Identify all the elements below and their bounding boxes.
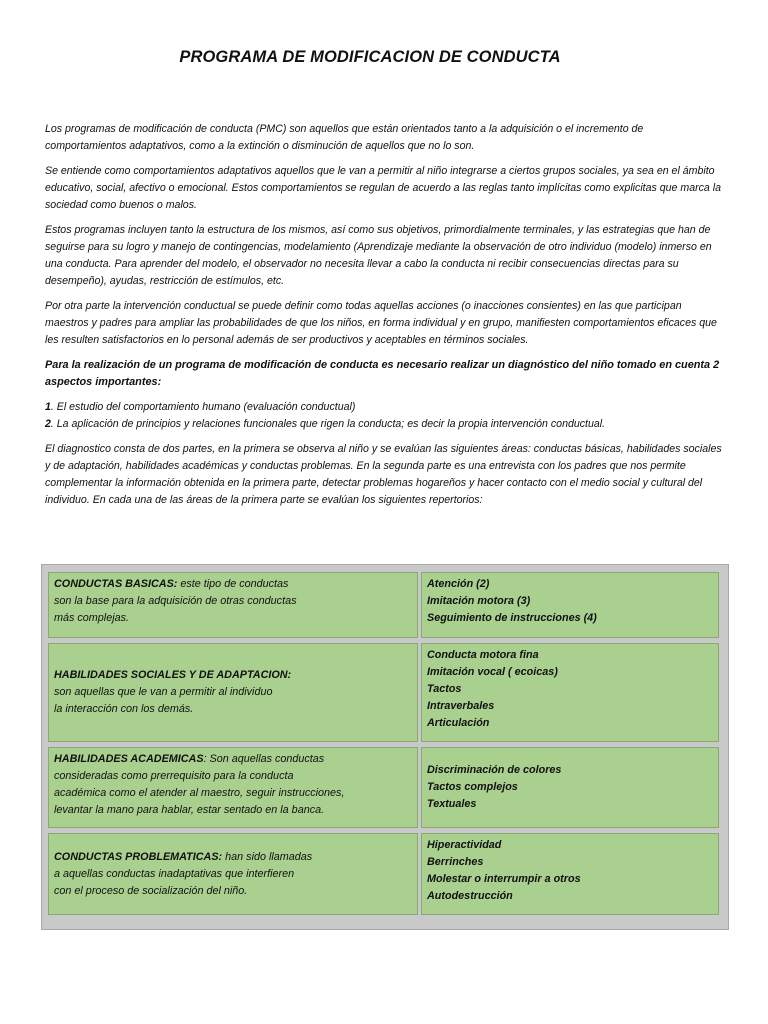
list-text: . El estudio del comportamiento humano (evaluación conductual) xyxy=(50,401,356,413)
table-cell-repertoire xyxy=(421,572,719,638)
table-cell-repertoire xyxy=(421,833,719,915)
aspects-list xyxy=(45,399,725,433)
paragraph-diagnosis-parts: El diagnostico consta de dos partes, en la primera se observa al niño y se evalúan las siguientes áreas: conductas básicas, habilidades sociales y de adaptación, habilidades académicas y conductas problemas. En la segunda parte es una entrevista con los padres que nos permite complementar la información obtenida en la primera parte, detectar problemas hogareños y hacer contacto con el medio social y cultural del individuo. En cada una de las áreas de la primera parte se evalúan los siguientes repertorios: xyxy=(45,443,722,506)
area-description: académica como el atender al maestro, seguir instrucciones, xyxy=(54,787,345,799)
list-text: . La aplicación de principios y relaciones funcionales que rigen la conducta; es decir la propia intervención conductual. xyxy=(50,418,606,430)
area-description: son la base para la adquisición de otras conductas xyxy=(54,595,297,607)
repertoire-item: Tactos xyxy=(427,683,462,695)
repertoire-item: Molestar o interrumpir a otros xyxy=(427,873,581,885)
table-cell-area xyxy=(48,643,418,742)
table-cell-area xyxy=(48,572,418,638)
repertoire-item: Autodestrucción xyxy=(427,890,513,902)
area-description: son aquellas que le van a permitir al individuo xyxy=(54,686,273,698)
repertoire-item: Textuales xyxy=(427,798,477,810)
paragraph-diagnosis-requirement: Para la realización de un programa de modificación de conducta es necesario realizar un diagnóstico del niño tomado en cuenta 2 aspectos importantes: xyxy=(45,359,720,388)
list-item xyxy=(45,416,725,433)
repertoire-item: Conducta motora fina xyxy=(427,649,539,661)
area-description: este tipo de conductas xyxy=(177,578,289,590)
repertoire-item: Imitación vocal ( ecoicas) xyxy=(427,666,558,678)
list-number: 2 xyxy=(45,418,51,430)
paragraph-program-structure: Estos programas incluyen tanto la estructura de los mismos, así como sus objetivos, primordialmente terminales, y las estrategias que han de seguirse para su logro y manejo de contingencias, modelamiento (Aprendizaje mediante la observación de otro individuo (modelo) inmerso en una conducta. Para aprender del modelo, el observador no necesita llevar a cabo la conducta ni recibir consecuencias directas para su desempeño), ayudas, restricción de estímulos, etc. xyxy=(45,224,712,287)
table-cell-area xyxy=(48,747,418,828)
area-description: levantar la mano para hablar, estar sentado en la banca. xyxy=(54,804,325,816)
area-description: a aquellas conductas inadaptativas que interfieren xyxy=(54,867,295,880)
document-body xyxy=(45,121,725,517)
area-heading: CONDUCTAS BASICAS: xyxy=(54,578,178,590)
repertoire-item: Articulación xyxy=(427,717,490,729)
area-heading: HABILIDADES ACADEMICAS xyxy=(54,753,204,765)
table-cell-repertoire xyxy=(421,747,719,828)
area-description: más complejas. xyxy=(54,612,130,624)
table-cell-repertoire xyxy=(421,643,719,742)
repertoire-item: Atención (2) xyxy=(427,578,490,590)
repertoire-item: Tactos complejos xyxy=(427,781,518,793)
area-description: consideradas como prerrequisito para la conducta xyxy=(54,770,294,782)
area-description: han sido llamadas xyxy=(222,850,313,863)
repertoire-item: Seguimiento de instrucciones (4) xyxy=(427,612,597,624)
repertoire-item: Imitación motora (3) xyxy=(427,595,531,607)
paragraph-adaptive-behaviors: Se entiende como comportamientos adaptativos aquellos que le van a permitir al niño integrarse a ciertos grupos sociales, ya sea en el ámbito educativo, social, afectivo o emocional. Estos comportamientos se regulan de acuerdo a las reglas tanto implícitas como explicitas que marca la sociedad como buenos o malos. xyxy=(45,165,721,211)
document-title: PROGRAMA DE MODIFICACION DE CONDUCTA xyxy=(179,48,561,66)
list-number: 1 xyxy=(45,401,51,413)
area-description: : Son aquellas conductas xyxy=(203,753,325,765)
area-heading: HABILIDADES SOCIALES Y DE ADAPTACION: xyxy=(54,669,292,681)
repertoire-item: Discriminación de colores xyxy=(427,764,562,776)
area-heading: CONDUCTAS PROBLEMATICAS: xyxy=(54,850,223,863)
area-first-line xyxy=(54,849,412,866)
repertoire-table xyxy=(41,564,729,930)
area-description: con el proceso de socialización del niño. xyxy=(54,884,248,897)
repertoire-item: Hiperactividad xyxy=(427,839,502,851)
repertoire-item: Berrinches xyxy=(427,856,484,868)
repertoire-item: Intraverbales xyxy=(427,700,495,712)
area-description: la interacción con los demás. xyxy=(54,703,194,715)
paragraph-intro: Los programas de modificación de conducta (PMC) son aquellos que están orientados tanto a la adquisición o el incremento de comportamientos adaptativos, como a la extinción o disminución de aquellos que no lo son. xyxy=(45,123,644,152)
table-cell-area xyxy=(48,833,418,915)
list-item xyxy=(45,399,725,416)
paragraph-intervention: Por otra parte la intervención conductual se puede definir como todas aquellas acciones (o inacciones consientes) en las que participan maestros y padres para ampliar las probabilidades de que los niños, en forma individual y en grupo, manifiesten comportamientos eficaces que les resulten satisfactorios en lo personal además de ser productivos y aceptables en términos sociales. xyxy=(45,300,717,346)
